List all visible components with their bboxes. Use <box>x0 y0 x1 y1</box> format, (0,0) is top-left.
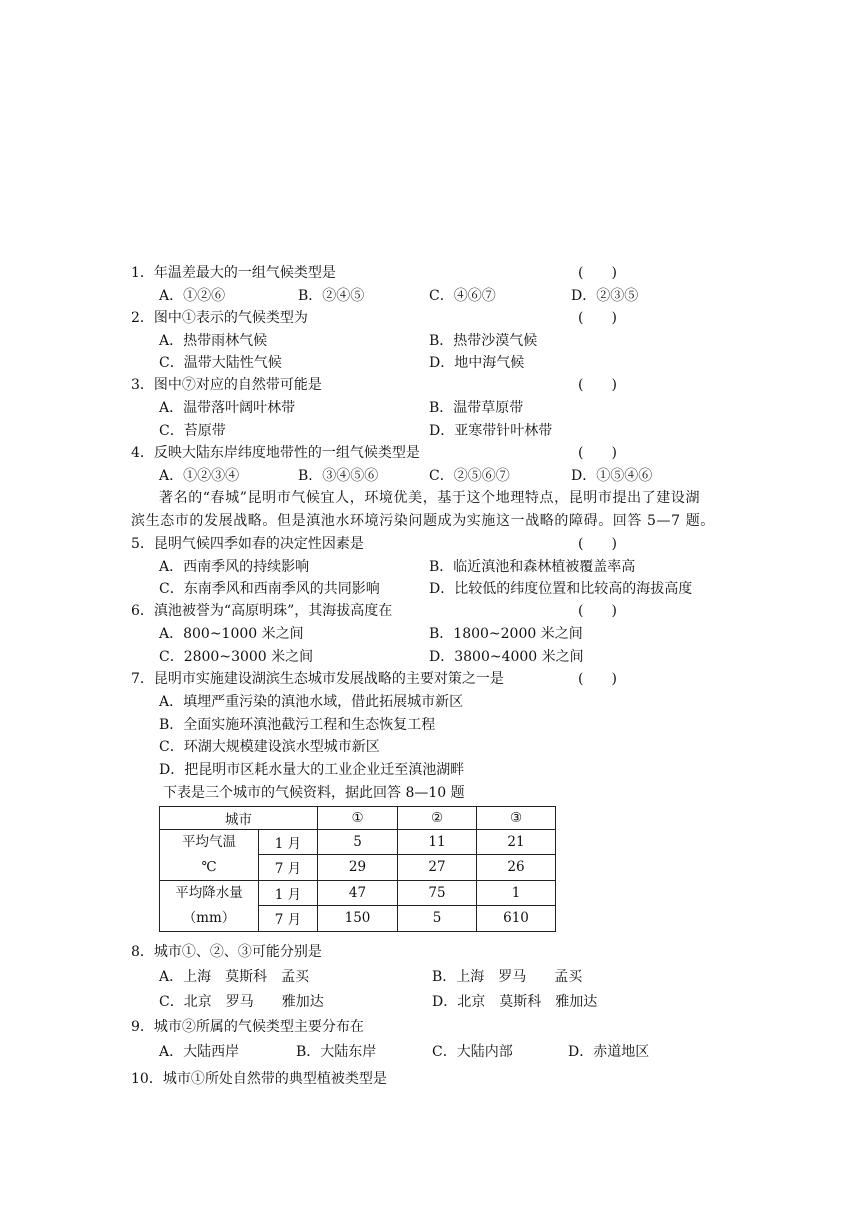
question-9-option-b: B．大陆东岸 <box>296 1044 377 1060</box>
question-2-option-a: A．热带雨林气候 <box>159 333 268 349</box>
question-1-answer-blank: ( ) <box>578 265 617 281</box>
question-2-answer-blank: ( ) <box>578 310 617 326</box>
temp-month-jan: 1 月 <box>259 829 318 855</box>
table-cell: 27 <box>398 855 477 881</box>
temp-month-jul: 7 月 <box>259 855 318 881</box>
question-8-stem: 8．城市①、②、③可能分别是 <box>131 944 322 960</box>
temp-unit: ℃ <box>201 858 217 875</box>
question-5-option-a: A．西南季风的持续影响 <box>159 559 310 575</box>
precip-unit: （mm） <box>182 909 236 926</box>
question-5-option-d: D．比较低的纬度位置和比较高的海拔高度 <box>429 581 693 597</box>
passage-line-2: 滨生态市的发展战略。但是滇池水环境污染问题成为实施这一战略的障碍。回答 5—7 题。 <box>131 513 715 529</box>
question-5-option-c: C．东南季风和西南季风的共同影响 <box>159 581 380 597</box>
question-8-option-b: B．上海 罗马 孟买 <box>432 969 583 985</box>
question-5-stem: 5．昆明气候四季如春的决定性因素是 <box>131 536 364 552</box>
question-4-option-b: B．③④⑤⑥ <box>298 468 379 484</box>
question-5-answer-blank: ( ) <box>578 536 617 552</box>
question-4-option-a: A．①②③④ <box>159 468 240 484</box>
precip-month-jan: 1 月 <box>259 880 318 906</box>
table-cell: 5 <box>318 829 398 855</box>
climate-data-table <box>159 806 556 932</box>
question-9-option-d: D．赤道地区 <box>568 1044 650 1060</box>
question-2-stem: 2．图中①表示的气候类型为 <box>131 310 308 326</box>
question-7-option-c: C．环湖大规模建设滨水型城市新区 <box>159 739 380 755</box>
question-4-answer-blank: ( ) <box>578 445 617 461</box>
question-3-option-d: D．亚寒带针叶林带 <box>429 423 553 439</box>
question-2-option-c: C．温带大陆性气候 <box>159 355 282 371</box>
question-10-stem: 10．城市①所处自然带的典型植被类型是 <box>131 1071 387 1087</box>
table-cell: 47 <box>318 880 398 906</box>
question-1-option-a: A．①②⑥ <box>159 288 226 304</box>
question-6-option-a: A．800~1000 米之间 <box>159 626 304 642</box>
table-cell: 150 <box>318 906 398 932</box>
table-cell: 26 <box>477 855 556 881</box>
question-9-option-a: A．大陆西岸 <box>159 1044 240 1060</box>
precip-label: 平均降水量 <box>175 884 243 901</box>
table-intro: 下表是三个城市的气候资料，据此回答 8—10 题 <box>163 785 465 801</box>
table-header-row <box>160 807 556 830</box>
table-header-city: 城市 <box>160 807 318 830</box>
temp-label-cell <box>160 829 259 880</box>
table-cell: 610 <box>477 906 556 932</box>
question-3-stem: 3．图中⑦对应的自然带可能是 <box>131 377 322 393</box>
question-7-option-a: A．填埋严重污染的滇池水域，借此拓展城市新区 <box>159 694 464 710</box>
question-3-option-b: B．温带草原带 <box>429 400 524 416</box>
question-3-option-c: C．苔原带 <box>159 423 226 439</box>
table-row <box>160 829 556 855</box>
passage-line-1: 著名的“春城”昆明市气候宜人，环境优美，基于这个地理特点，昆明市提出了建设湖 <box>159 490 701 506</box>
question-2-option-d: D．地中海气候 <box>429 355 525 371</box>
question-6-answer-blank: ( ) <box>578 603 617 619</box>
table-header-city-2: ② <box>398 807 477 830</box>
question-4-option-d: D．①⑤④⑥ <box>571 468 653 484</box>
table-cell: 11 <box>398 829 477 855</box>
question-3-answer-blank: ( ) <box>578 377 617 393</box>
table-row <box>160 880 556 906</box>
temp-label: 平均气温 <box>182 833 236 850</box>
table-cell: 1 <box>477 880 556 906</box>
table-header-city-3: ③ <box>477 807 556 830</box>
question-3-option-a: A．温带落叶阔叶林带 <box>159 400 296 416</box>
question-1-option-d: D．②③⑤ <box>571 288 639 304</box>
question-6-option-b: B．1800~2000 米之间 <box>429 626 583 642</box>
question-1-option-c: C．④⑥⑦ <box>429 288 496 304</box>
table-cell: 21 <box>477 829 556 855</box>
question-8-option-c: C．北京 罗马 雅加达 <box>159 994 324 1010</box>
question-5-option-b: B．临近滇池和森林植被覆盖率高 <box>429 559 636 575</box>
table-header-city-1: ① <box>318 807 398 830</box>
question-7-option-d: D．把昆明市区耗水量大的工业企业迁至滇池湖畔 <box>159 762 465 778</box>
table-cell: 29 <box>318 855 398 881</box>
question-6-option-d: D．3800~4000 米之间 <box>429 649 584 665</box>
question-6-option-c: C．2800~3000 米之间 <box>159 649 314 665</box>
question-7-option-b: B．全面实施环滇池截污工程和生态恢复工程 <box>159 717 436 733</box>
table-cell: 75 <box>398 880 477 906</box>
table-cell: 5 <box>398 906 477 932</box>
question-8-option-d: D．北京 莫斯科 雅加达 <box>432 994 598 1010</box>
question-1-stem: 1．年温差最大的一组气候类型是 <box>131 265 336 281</box>
question-9-option-c: C．大陆内部 <box>432 1044 513 1060</box>
question-9-stem: 9．城市②所属的气候类型主要分布在 <box>131 1019 364 1035</box>
precip-month-jul: 7 月 <box>259 906 318 932</box>
question-7-answer-blank: ( ) <box>578 671 617 687</box>
question-7-stem: 7．昆明市实施建设湖滨生态城市发展战略的主要对策之一是 <box>131 671 504 687</box>
question-1-option-b: B．②④⑤ <box>298 288 365 304</box>
precip-label-cell <box>160 880 259 931</box>
question-2-option-b: B．热带沙漠气候 <box>429 333 538 349</box>
question-8-option-a: A．上海 莫斯科 孟买 <box>159 969 310 985</box>
question-4-option-c: C．②⑤⑥⑦ <box>429 468 510 484</box>
question-4-stem: 4．反映大陆东岸纬度地带性的一组气候类型是 <box>131 445 420 461</box>
question-6-stem: 6．滇池被誉为“高原明珠”，其海拔高度在 <box>131 603 393 619</box>
